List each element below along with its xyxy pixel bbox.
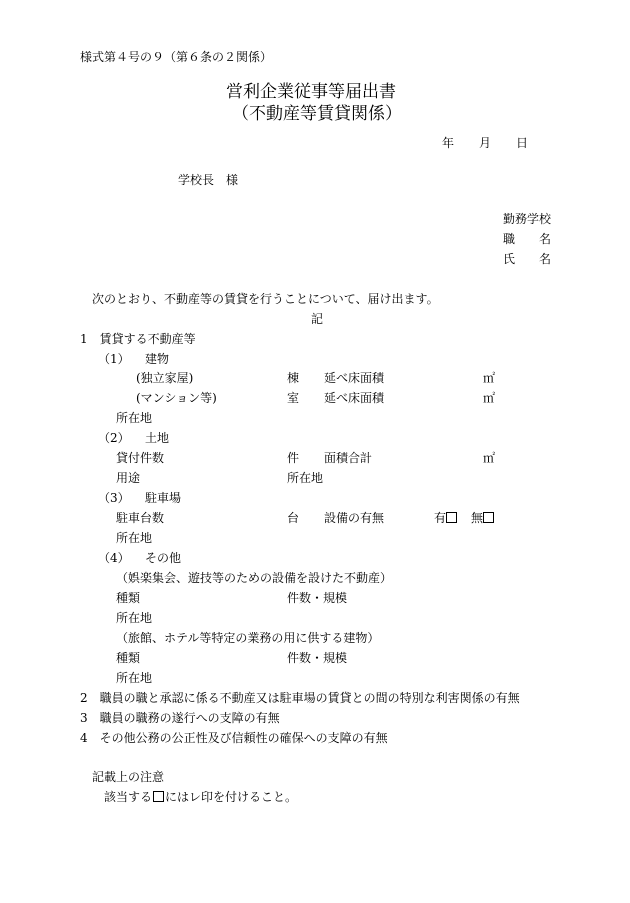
- land-use-label: 用途: [116, 471, 141, 485]
- land-count-unit: 件: [287, 451, 300, 465]
- applicant-school-label: 勤務学校: [503, 212, 552, 226]
- checkbox-symbol-icon: [153, 791, 164, 802]
- apartment-unit: 室: [287, 391, 300, 405]
- parking-location-label: 所在地: [116, 531, 153, 545]
- amusement-location-label: 所在地: [116, 611, 153, 625]
- parking-label: （3）: [98, 491, 130, 505]
- section-4-heading: 4 その他公務の公正性及び信頼性の確保への支障の有無: [80, 731, 388, 745]
- other-title: その他: [145, 551, 182, 565]
- land-count-label: 貸付件数: [116, 451, 165, 465]
- parking-facility-yes-checkbox[interactable]: [446, 512, 457, 523]
- land-total-area-label: 面積合計: [324, 451, 373, 465]
- amusement-facility-note: （娯楽集会、遊技等のための設備を設けた不動産）: [116, 571, 393, 585]
- apartment-label: (マンション等): [136, 391, 217, 405]
- land-title: 土地: [145, 431, 170, 445]
- building-title: 建物: [145, 352, 170, 366]
- parking-facility-no: 無: [471, 511, 484, 525]
- date-month: 月: [479, 136, 492, 150]
- applicant-name-label: 氏 名: [503, 252, 552, 266]
- detached-house-area-label: 延べ床面積: [324, 371, 385, 385]
- page-title: 営利企業従事等届出書: [226, 82, 396, 102]
- apartment-area-label: 延べ床面積: [324, 391, 385, 405]
- intro-text: 次のとおり、不動産等の賃貸を行うことについて、届け出ます。: [92, 292, 439, 306]
- lodging-type-label: 種類: [116, 651, 141, 665]
- page-subtitle: （不動産等賃貸関係）: [232, 104, 402, 124]
- other-label: （4）: [98, 551, 130, 565]
- ki-mark: 記: [311, 312, 324, 326]
- land-label: （2）: [98, 431, 130, 445]
- parking-title: 駐車場: [145, 491, 182, 505]
- apartment-sqm: ㎡: [483, 391, 496, 405]
- parking-facility-no-checkbox[interactable]: [483, 512, 494, 523]
- building-location-label: 所在地: [116, 411, 153, 425]
- notes-text-part1: 該当する: [104, 790, 153, 804]
- notes-heading: 記載上の注意: [92, 770, 165, 784]
- section-2-heading: 2 職員の職と承認に係る不動産又は駐車場の賃貸との間の特別な利害関係の有無: [80, 691, 520, 705]
- amusement-type-label: 種類: [116, 591, 141, 605]
- land-sqm: ㎡: [483, 451, 496, 465]
- lodging-building-note: （旅館、ホテル等特定の業務の用に供する建物）: [116, 631, 380, 645]
- parking-facility-label: 設備の有無: [324, 511, 385, 525]
- notes-text: [104, 790, 297, 804]
- section-3-heading: 3 職員の職務の遂行への支障の有無: [80, 711, 280, 725]
- amusement-scale-label: 件数・規模: [287, 591, 348, 605]
- notes-text-part2: にはレ印を付けること。: [165, 790, 298, 804]
- date-day: 日: [516, 136, 529, 150]
- lodging-scale-label: 件数・規模: [287, 651, 348, 665]
- addressee: 学校長 様: [178, 173, 239, 187]
- parking-count-label: 駐車台数: [116, 511, 165, 525]
- form-number: 様式第４号の９（第６条の２関係）: [80, 50, 273, 64]
- parking-facility-yes: 有: [434, 511, 447, 525]
- parking-count-unit: 台: [287, 511, 300, 525]
- lodging-location-label: 所在地: [116, 671, 153, 685]
- detached-house-unit: 棟: [287, 371, 300, 385]
- detached-house-label: (独立家屋): [136, 371, 194, 385]
- land-location-label: 所在地: [287, 471, 324, 485]
- detached-house-sqm: ㎡: [483, 371, 496, 385]
- date-year: 年: [442, 136, 455, 150]
- section-1-heading: 1 賃貸する不動産等: [80, 332, 196, 346]
- building-label: （1）: [98, 352, 130, 366]
- applicant-post-label: 職 名: [503, 232, 552, 246]
